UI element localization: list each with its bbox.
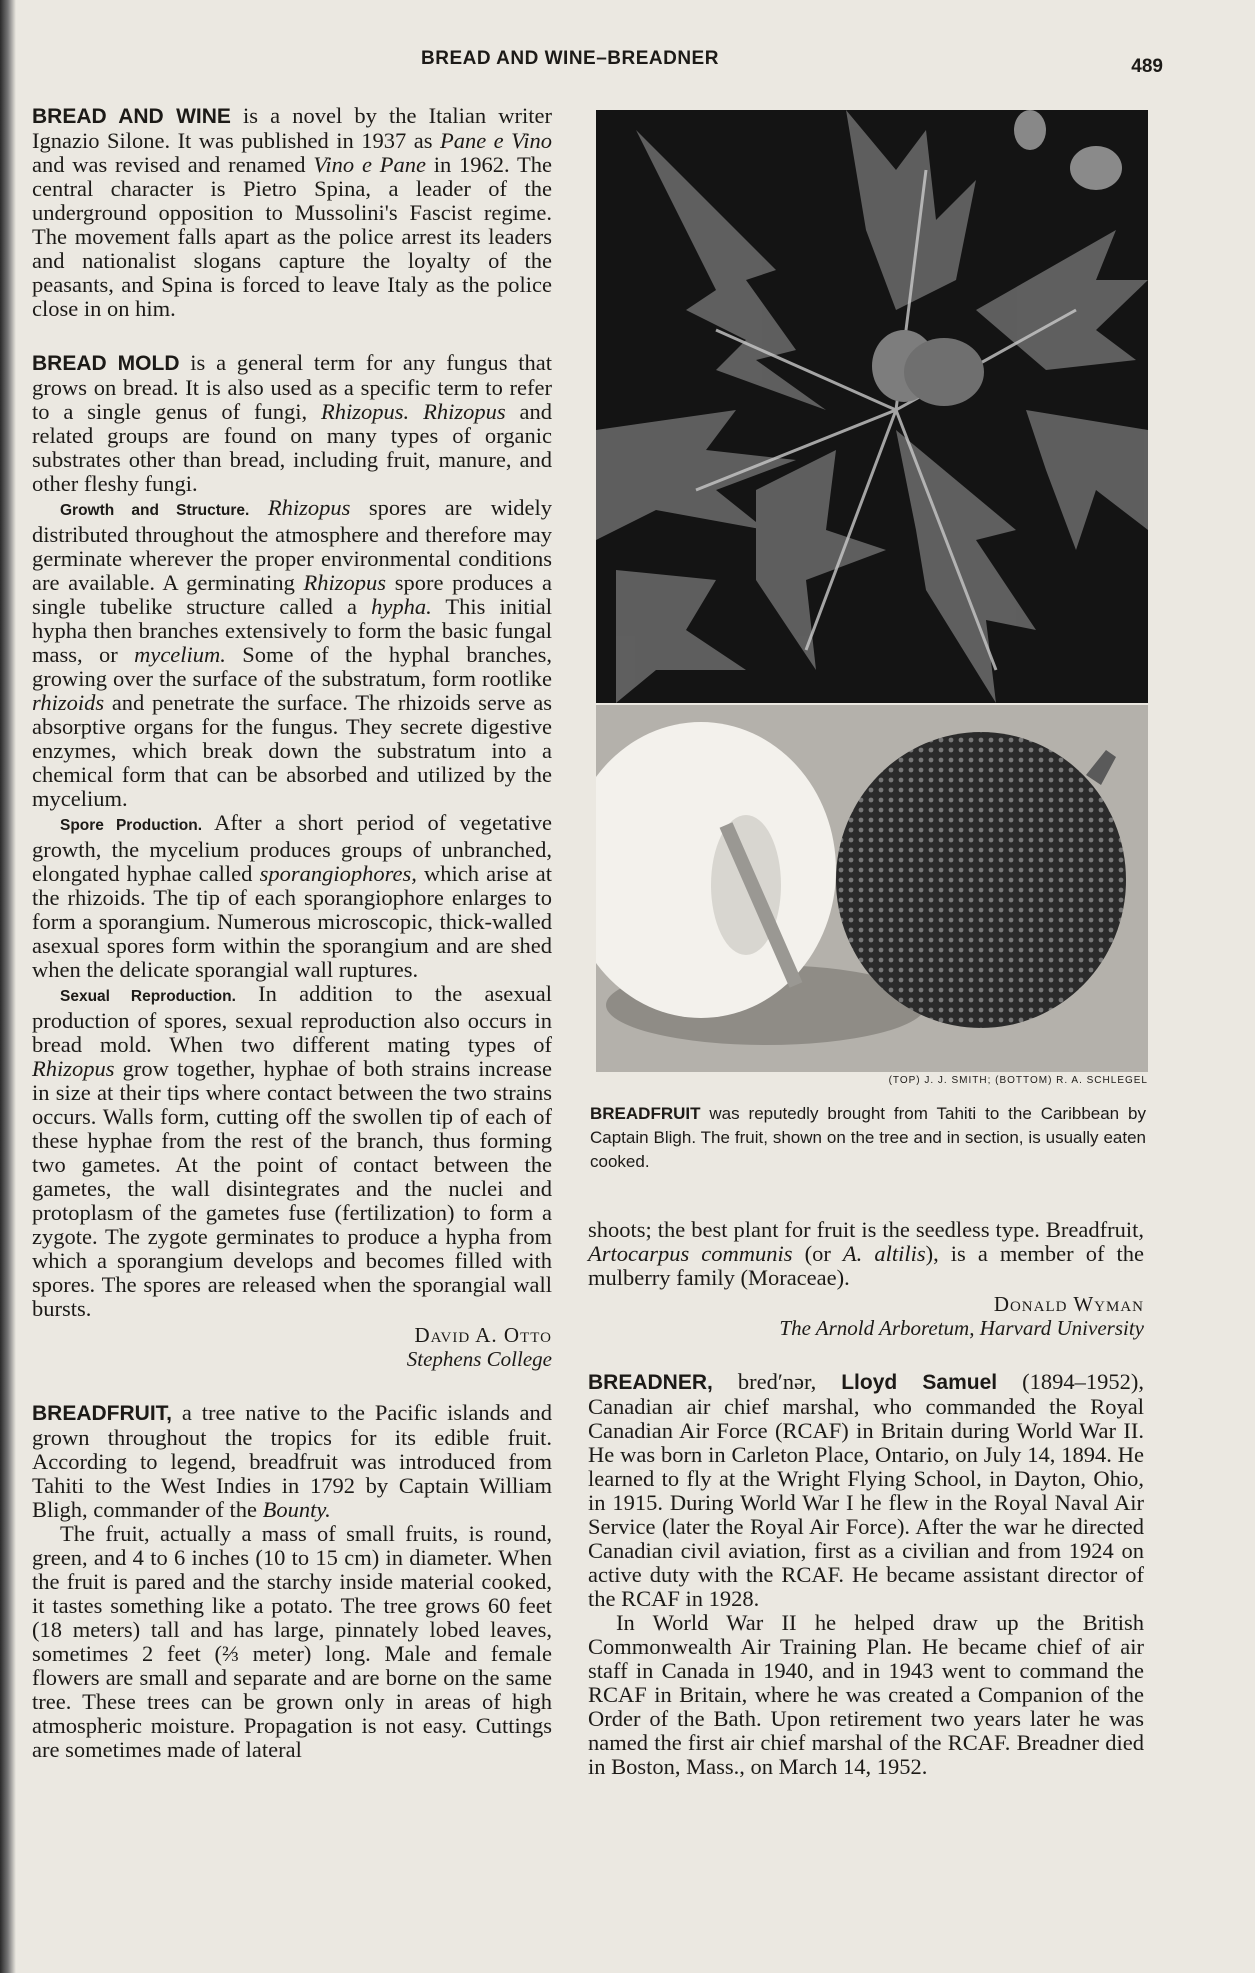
text-span: is a general term for any fungus that grows on bread. It is also used as a specific term to refer to a single genus of fungi, (32, 350, 553, 424)
subsection-head: Spore Production. (60, 817, 203, 834)
byline (588, 1292, 1144, 1340)
caption-text: was reputedly brought from Tahiti to the Caribbean by Captain Bligh. The fruit, shown on the tree and in section, is usually eaten cooked. (590, 1104, 1146, 1171)
right-column (588, 1218, 1144, 1809)
text-span: and was revised and renamed (32, 152, 314, 177)
entry-headword: BREADNER, (588, 1371, 713, 1394)
italic-term: Bounty. (262, 1497, 331, 1522)
entry-paragraph (32, 104, 552, 321)
text-span: Some of the hyphal branches, growing over the surface of the substratum, form rootlike (32, 642, 552, 691)
author-institution: The Arnold Arboretum, Harvard University (779, 1316, 1144, 1340)
text-span: grow together, hyphae of both strains increase in size at their tips where contact between the two strains occurs. Walls form, cutting off the swollen tip of each of these hyphae from the rest of the branch, thus forming two gametes. At the point of contact between the gametes, the wall disintegrates and the nuclei and protoplasm of the gametes fuse (fertilization) to form a zygote. The zygote germinates to produce a hypha from which a sporangium develops and becomes filled with spores. The spores are released when the sporangial wall bursts. (32, 1056, 552, 1321)
pronunciation: bred′nər, (712, 1369, 842, 1394)
text-span: and related groups are found on many types of organic substrates other than bread, including fruit, manure, and other fleshy fungi. (32, 399, 552, 496)
entry-breadfruit (32, 1401, 552, 1762)
subsection-sexual-reproduction (32, 982, 552, 1321)
italic-term: mycelium. (134, 642, 226, 667)
text-span: which arise at the rhizoids. The tip of each sporangiophore enlarges to form a sporangium. Numerous microscopic, thick-walled asexual spores form within the sporangium and are shed when the delicate sporangial wall ruptures. (32, 861, 552, 982)
entry-headword: BREAD AND WINE (32, 105, 231, 128)
photo-credit: (TOP) J. J. SMITH; (BOTTOM) R. A. SCHLEGEL (888, 1075, 1148, 1086)
italic-title: Vino e Pane (313, 152, 426, 177)
figure-caption (590, 1102, 1146, 1174)
left-column (32, 104, 552, 1792)
text-span: After a short period of vegetative growth, the mycelium produces groups of unbranched, elongated hyphae called (32, 810, 553, 886)
italic-term: Artocarpus communis (588, 1241, 793, 1266)
entry-headword: BREAD MOLD (32, 352, 180, 375)
entry-bread-and-wine (32, 104, 552, 321)
italic-term: hypha. (371, 594, 432, 619)
breadfruit-leaves-image (596, 110, 1148, 703)
entry-bread-mold (32, 351, 552, 1371)
italic-term: rhizoids (32, 690, 105, 715)
author-institution: Stephens College (406, 1347, 552, 1371)
breadfruit-fruit-image (596, 705, 1148, 1072)
entry-paragraph (32, 1401, 552, 1522)
italic-term: Rhizopus (32, 1056, 115, 1081)
italic-title: Pane e Vino (439, 128, 552, 153)
byline (32, 1323, 552, 1371)
text-span: and penetrate the surface. The rhizoids serve as absorptive organs for the fungus. They secrete digestive enzymes, which break down the substratum into a chemical form that can be absorbed and utilized by the mycelium. (32, 690, 552, 811)
person-name: Lloyd Samuel (841, 1371, 998, 1394)
text-span: This initial hypha then branches extensively to form the basic fungal mass, or (32, 594, 553, 667)
subsection-spore-production (32, 811, 552, 982)
breadfruit-section-photo (596, 705, 1148, 1072)
entry-paragraph: The fruit, actually a mass of small fruits, is round, green, and 4 to 6 inches (10 to 15 cm) in diameter. When the fruit is pared and the starchy inside material cooked, it tastes something like a potato. The tree grows 60 feet (18 meters) tall and has large, pinnately lobed leaves, sometimes 2 feet (⅔ meter) long. Male and female flowers are small and separate and are borne on the same tree. These trees can be grown only in areas of high atmospheric moisture. Propagation is not easy. Cuttings are sometimes made of lateral (32, 1521, 552, 1762)
entry-breadfruit-continued (588, 1218, 1144, 1340)
text-span: spore produces a single tubelike structure called a (32, 570, 552, 619)
subsection-head: Growth and Structure. (60, 502, 250, 519)
text-span: ), is a member of the mulberry family (Moraceae). (588, 1241, 1144, 1290)
page-number: 489 (1131, 56, 1163, 77)
italic-term: A. altilis (842, 1241, 926, 1266)
text-span: in 1962. The central character is Pietro Spina, a leader of the underground opposition to Mussolini's Fascist regime. The movement falls apart as the police arrest its leaders and nationalist slogans capture the loyalty of the peasants, and Spina is forced to leave Italy as the police close in on him. (32, 152, 553, 321)
breadfruit-tree-photo (596, 110, 1148, 703)
italic-term: Rhizopus (303, 570, 387, 595)
entry-paragraph (588, 1218, 1144, 1290)
italic-term: sporangiophores, (259, 861, 417, 886)
entry-breadner (588, 1370, 1144, 1779)
author-name: Donald Wyman (993, 1292, 1144, 1316)
running-head: BREAD AND WINE–BREADNER (421, 48, 719, 69)
entry-headword: BREADFRUIT, (32, 1402, 172, 1425)
entry-paragraph (588, 1370, 1144, 1611)
text-span: In addition to the asexual production of spores, sexual reproduction also occurs in bread mold. When two different mating types of (32, 981, 552, 1057)
author-name: David A. Otto (414, 1323, 552, 1347)
text-span: a tree native to the Pacific islands and grown throughout the tropics for its edible fruit. According to legend, breadfruit was introduced from Tahiti to the West Indies in 1792 by Captain William Bligh, commander of the (32, 1400, 552, 1522)
text-span: spores are widely distributed throughout the atmosphere and therefore may germinate wherever the proper environmental conditions are available. A germinating (32, 495, 552, 595)
subsection-growth (32, 496, 552, 811)
text-span: is a novel by the Italian writer Ignazio Silone. It was published in 1937 as (32, 103, 552, 153)
caption-head: BREADFRUIT (590, 1104, 701, 1123)
italic-term: Rhizopus. (321, 399, 410, 424)
italic-term: Rhizopus (423, 399, 506, 424)
entry-paragraph (32, 351, 552, 496)
text-span: (1894–1952), Canadian air chief marshal, who commanded the Royal Canadian Air Force (RCAF) in Britain during World War II. He was born in Carleton Place, Ontario, on July 14, 1894. He learned to fly at the Wright Flying School, in Dayton, Ohio, in 1915. During World War I he flew in the Royal Naval Air Service (later the Royal Air Force). After the war he directed Canadian civil aviation, first as a civilian and from 1924 on active duty with the RCAF. He became assistant director of the RCAF in 1928. (588, 1369, 1145, 1611)
page-gutter-shadow (0, 0, 16, 1973)
subsection-head: Sexual Reproduction. (60, 988, 236, 1005)
text-span: (or (792, 1241, 843, 1266)
italic-term: Rhizopus (267, 495, 351, 520)
entry-paragraph: In World War II he helped draw up the British Commonwealth Air Training Plan. He became chief of air staff in Canada in 1940, and in 1943 went to command the RCAF in Britain, where he was created a Companion of the Order of the Bath. Upon retirement two years later he was named the first air chief marshal of the RCAF. Breadner died in Boston, Mass., on March 14, 1952. (588, 1610, 1144, 1779)
text-span: shoots; the best plant for fruit is the seedless type. Breadfruit, (588, 1217, 1144, 1242)
